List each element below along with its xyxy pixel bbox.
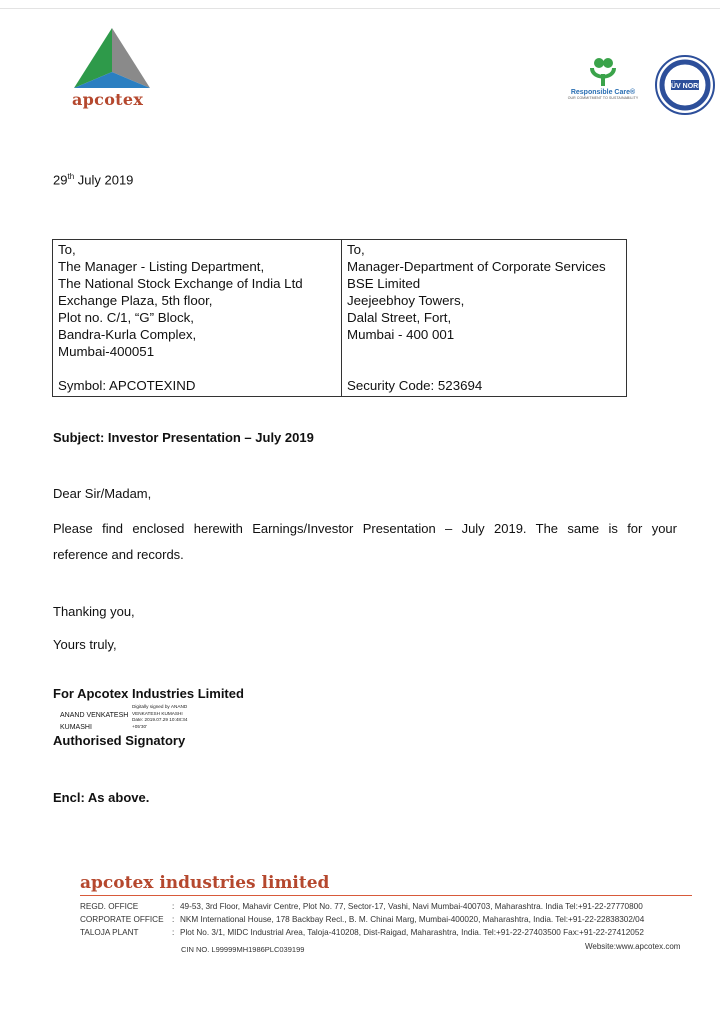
footer-taloja-plant: TALOJA PLANT : Plot No. 3/1, MIDC Industrial Area, Taloja-410208, Dist-Raigad, Maharashtra, India. Tel:+91-22-27403500 Fax:+91-22-27412052 <box>80 928 644 937</box>
address-line: Exchange Plaza, 5th floor, <box>58 293 213 308</box>
certification-seal-icon <box>654 54 716 116</box>
footer-corporate-office: CORPORATE OFFICE : NKM International House, 178 Backbay Recl., B. M. Chinai Marg, Mumbai-400020, Maharashtra, India. Tel:+91-22-22838302/04 <box>80 915 645 924</box>
brand-wordmark: apcotex <box>72 90 144 109</box>
body-line: Please find enclosed herewith Earnings/Investor Presentation – July 2019. The same is for your <box>53 521 677 536</box>
address-line: BSE Limited <box>347 276 421 291</box>
address-line: Mumbai - 400 001 <box>347 327 455 342</box>
address-line: The National Stock Exchange of India Ltd <box>58 276 303 291</box>
address-line: To, <box>58 242 76 257</box>
enclosure-note: Encl: As above. <box>53 790 150 805</box>
responsible-care-tagline: OUR COMMITMENT TO SUSTAINABILITY <box>567 96 639 100</box>
footer-company-name: apcotex industries limited <box>80 873 330 893</box>
certification-seal-text: TÜV NORD <box>666 83 704 90</box>
footer-rule <box>80 895 692 896</box>
address-line: To, <box>347 242 365 257</box>
address-line: Plot no. C/1, “G” Block, <box>58 310 194 325</box>
addressee-bse <box>342 240 627 397</box>
closing-line: Yours truly, <box>53 637 117 652</box>
footer-cin: CIN NO. L99999MH1986PLC039199 <box>181 945 305 954</box>
address-line: Jeejeebhoy Towers, <box>347 293 465 308</box>
address-line: Mumbai-400051 <box>58 344 155 359</box>
body-line: reference and records. <box>53 547 184 562</box>
footer-website: Website:www.apcotex.com <box>585 942 681 951</box>
address-line: The Manager - Listing Department, <box>58 259 265 274</box>
letter-date: 29th July 2019 <box>53 172 134 188</box>
responsible-care-logo <box>560 54 646 114</box>
digital-signature-details: Digitally signed by ANAND VENKATESH KUMASHI Date: 2019.07.29 10:48:34 +05'30' <box>132 704 188 729</box>
address-line: Bandra-Kurla Complex, <box>58 327 197 342</box>
top-rule <box>0 8 720 9</box>
addressee-table <box>52 239 627 397</box>
digital-signature-name: ANAND VENKATESH KUMASHI <box>60 712 129 731</box>
salutation: Dear Sir/Madam, <box>53 486 152 501</box>
address-line: Manager-Department of Corporate Services <box>347 259 606 274</box>
address-line: Dalal Street, Fort, <box>347 310 452 325</box>
footer-regd-office: REGD. OFFICE : 49-53, 3rd Floor, Mahavir Centre, Plot No. 77, Sector-17, Vashi, Navi Mumbai-400703, Maharashtra. India Tel:+91-22-27770800 <box>80 902 643 911</box>
authorised-signatory: Authorised Signatory <box>53 733 186 748</box>
responsible-care-title: Responsible Care® <box>570 89 636 96</box>
letter-body <box>53 516 677 568</box>
thanks-line: Thanking you, <box>53 604 135 619</box>
letter-subject: Subject: Investor Presentation – July 2019 <box>53 430 314 445</box>
nse-symbol: Symbol: APCOTEXIND <box>58 378 196 393</box>
company-sign-line: For Apcotex Industries Limited <box>53 686 244 701</box>
addressee-nse <box>53 240 342 397</box>
responsible-care-hands-icon <box>586 54 620 88</box>
bse-security-code: Security Code: 523694 <box>347 378 483 393</box>
